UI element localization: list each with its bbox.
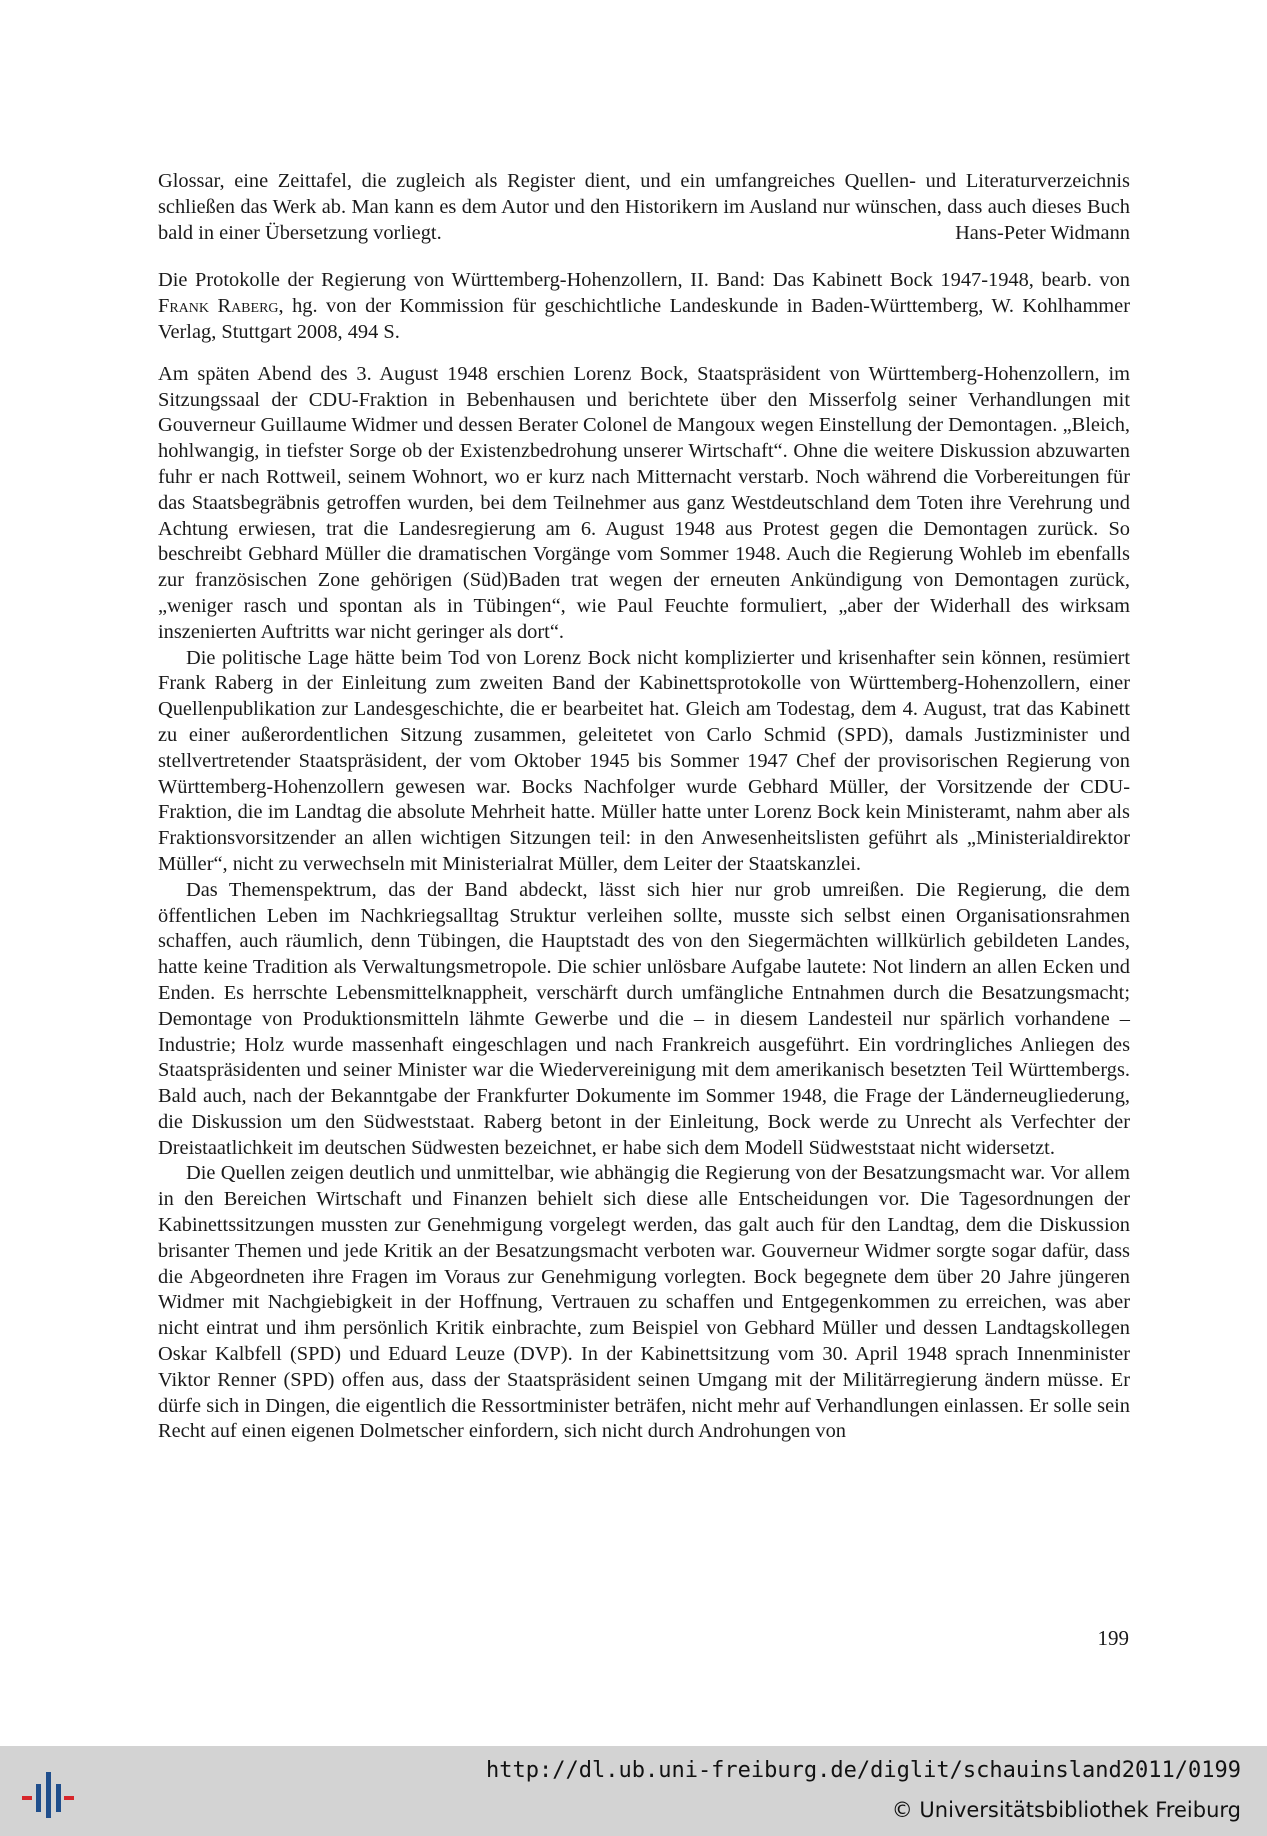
viewer-footer	[0, 1746, 1267, 1836]
book-editor: Frank Raberg	[158, 295, 279, 318]
book-citation	[158, 268, 1130, 345]
review-paragraph-2: Die politische Lage hätte beim Tod von Lorenz Bock nicht komplizierter und krisenhafter sein können, resümiert Frank Raberg in der Einleitung zum zweiten Band der Kabinettsprotokolle von Württemberg-Hohenzollern, einer Quellenpublikation zur Landesgeschichte, die er bearbeitet hat. Gleich am Todestag, dem 4. August, trat das Kabinett zu einer außerordentlichen Sitzung zusammen, geleitetet von Carlo Schmid (SPD), damals Justizminister und stellvertretender Staatspräsident, der vom Oktober 1945 bis Sommer 1947 Chef der provisorischen Regierung von Württemberg-Hohenzollern gewesen war. Bocks Nachfolger wurde Gebhard Müller, der Vorsitzende der CDU-Fraktion, die im Landtag die absolute Mehrheit hatte. Müller hatte unter Lorenz Bock kein Ministeramt, nahm aber als Fraktionsvorsitzender an allen wichtigen Sitzungen teil: in den Anwesenheitslisten geführt als „Ministerialdirektor Müller“, nicht zu verwechseln mit Ministerialrat Müller, dem Leiter der Staatskanzlei.	[158, 646, 1130, 875]
review-paragraph-3: Das Themenspektrum, das der Band abdeckt, lässt sich hier nur grob umreißen. Die Regierung, die dem öffentlichen Leben im Nachkriegsalltag Struktur verleihen sollte, musste sich selbst einen Organisationsrahmen schaffen, auch räumlich, denn Tübingen, die Hauptstadt des von den Siegermächten willkürlich gebildeten Landes, hatte keine Tradition als Verwaltungsmetropole. Die schier unlösbare Aufgabe lautete: Not lindern an allen Ecken und Enden. Es herrschte Lebensmittelknappheit, verschärft durch umfängliche Entnahmen durch die Besatzungsmacht; Demontage von Produktionsmitteln lähmte Gewerbe und die – in diesem Landesteil nur spärlich vorhandene – Industrie; Holz wurde massenhaft eingeschlagen und nach Frankreich ausgeführt. Ein vordringliches Anliegen des Staatspräsidenten und seiner Minister war die Wiedervereinigung mit dem amerikanisch besetzten Teil Württembergs. Bald auch, nach der Bekanntgabe der Frankfurter Dokumente im Sommer 1948, die Frage der Länderneugliederung, die Diskussion um den Südweststaat. Raberg betont in der Einleitung, Bock werde zu Unrecht als Verfechter der Dreistaatlichkeit im deutschen Südwesten bezeichnet, er habe sich dem Modell Südweststaat nicht widersetzt.	[158, 878, 1130, 1159]
page-number: 199	[1097, 1626, 1129, 1650]
previous-review-text: Glossar, eine Zeittafel, die zugleich als Register dient, und ein umfangreiches Quellen- und Literaturverzeichnis schließen das Werk ab. Man kann es dem Autor und den Historikern im Ausland nur wünschen, dass auch dieses Buch bald in einer Übersetzung vorliegt.	[158, 170, 1130, 244]
book-publisher-part: , hg. von der Kommission für geschichtliche Landeskunde in Baden-Württemberg, W. Kohlhammer Verlag, Stuttgart 2008, 494 S.	[158, 295, 1131, 343]
review-paragraph-1: Am späten Abend des 3. August 1948 erschien Lorenz Bock, Staatspräsident von Württemberg-Hohenzollern, im Sitzungssaal der CDU-Fraktion in Bebenhausen und berichtete über den Misserfolg seiner Verhandlungen mit Gouverneur Guillaume Widmer und dessen Berater Colonel de Mangoux wegen Einstellung der Demontagen. „Bleich, hohlwangig, in tiefster Sorge ob der Existenzbedrohung unserer Wirtschaft“. Ohne die weitere Diskussion abzuwarten fuhr er nach Rottweil, seinem Wohnort, wo er kurz nach Mitternacht verstarb. Noch während die Vorbereitungen für das Staatsbegräbnis getroffen wurden, bei dem Teilnehmer aus ganz Westdeutschland dem Toten ihre Verehrung und Achtung erwiesen, trat die Landesregierung am 6. August 1948 aus Protest gegen die Demontagen zurück. So beschreibt Gebhard Müller die dramatischen Vorgänge vom Sommer 1948. Auch die Regierung Wohleb im ebenfalls zur französischen Zone gehörigen (Süd)Baden trat wegen der erneuten Ankündigung von Demontagen zurück, „weniger rasch und spontan als in Tübingen“, wie Paul Feuchte formuliert, „aber der Widerhall des wirksam inszenierten Auftritts war nicht geringer als dort“.	[158, 362, 1130, 643]
review-paragraph-4: Die Quellen zeigen deutlich und unmittelbar, wie abhängig die Regierung von der Besatzungsmacht war. Vor allem in den Bereichen Wirtschaft und Finanzen behielt sich diese alle Entscheidungen vor. Die Tagesordnungen der Kabinettssitzungen mussten zur Genehmigung vorgelegt werden, das galt auch für den Landtag, dem die Diskussion brisanter Themen und jede Kritik an der Besatzungsmacht verboten war. Gouverneur Widmer sorgte sogar dafür, dass die Abgeordneten ihre Fragen im Voraus zur Genehmigung vorlegten. Bock begegnete dem über 20 Jahre jüngeren Widmer mit Nachgiebigkeit in der Hoffnung, Vertrauen zu schaffen und Entgegenkommen zu erreichen, was aber nicht eintrat und ihm persönlich Kritik einbrachte, zum Beispiel von Gebhard Müller und dessen Landtagskollegen Oskar Kalbfell (SPD) und Eduard Leuze (DVP). In der Kabinettsitzung vom 30. April 1948 sprach Innenminister Viktor Renner (SPD) offen aus, dass der Staatspräsident seinen Umgang mit der Militärregierung ändern müsse. Er dürfe sich in Dingen, die eigentlich die Ressortminister beträfen, nicht mehr auf Verhandlungen einlassen. Er solle sein Recht auf einen eigenen Dolmetscher einfordern, sich nicht durch Androhungen von	[158, 1162, 1130, 1443]
previous-review-ending	[158, 169, 1130, 246]
copyright-notice: © Universitätsbibliothek Freiburg	[891, 1798, 1241, 1822]
reviewer-signature: Hans-Peter Widmann	[955, 221, 1130, 244]
page-text	[158, 169, 1130, 1445]
book-title-part: Die Protokolle der Regierung von Württemberg-Hohenzollern, II. Band: Das Kabinett Bock 1947-1948, bearb. von	[158, 269, 1130, 292]
ub-freiburg-logo-icon	[18, 1772, 78, 1818]
permalink-url[interactable]: http://dl.ub.uni-freiburg.de/diglit/schauinsland2011/0199	[486, 1758, 1241, 1783]
